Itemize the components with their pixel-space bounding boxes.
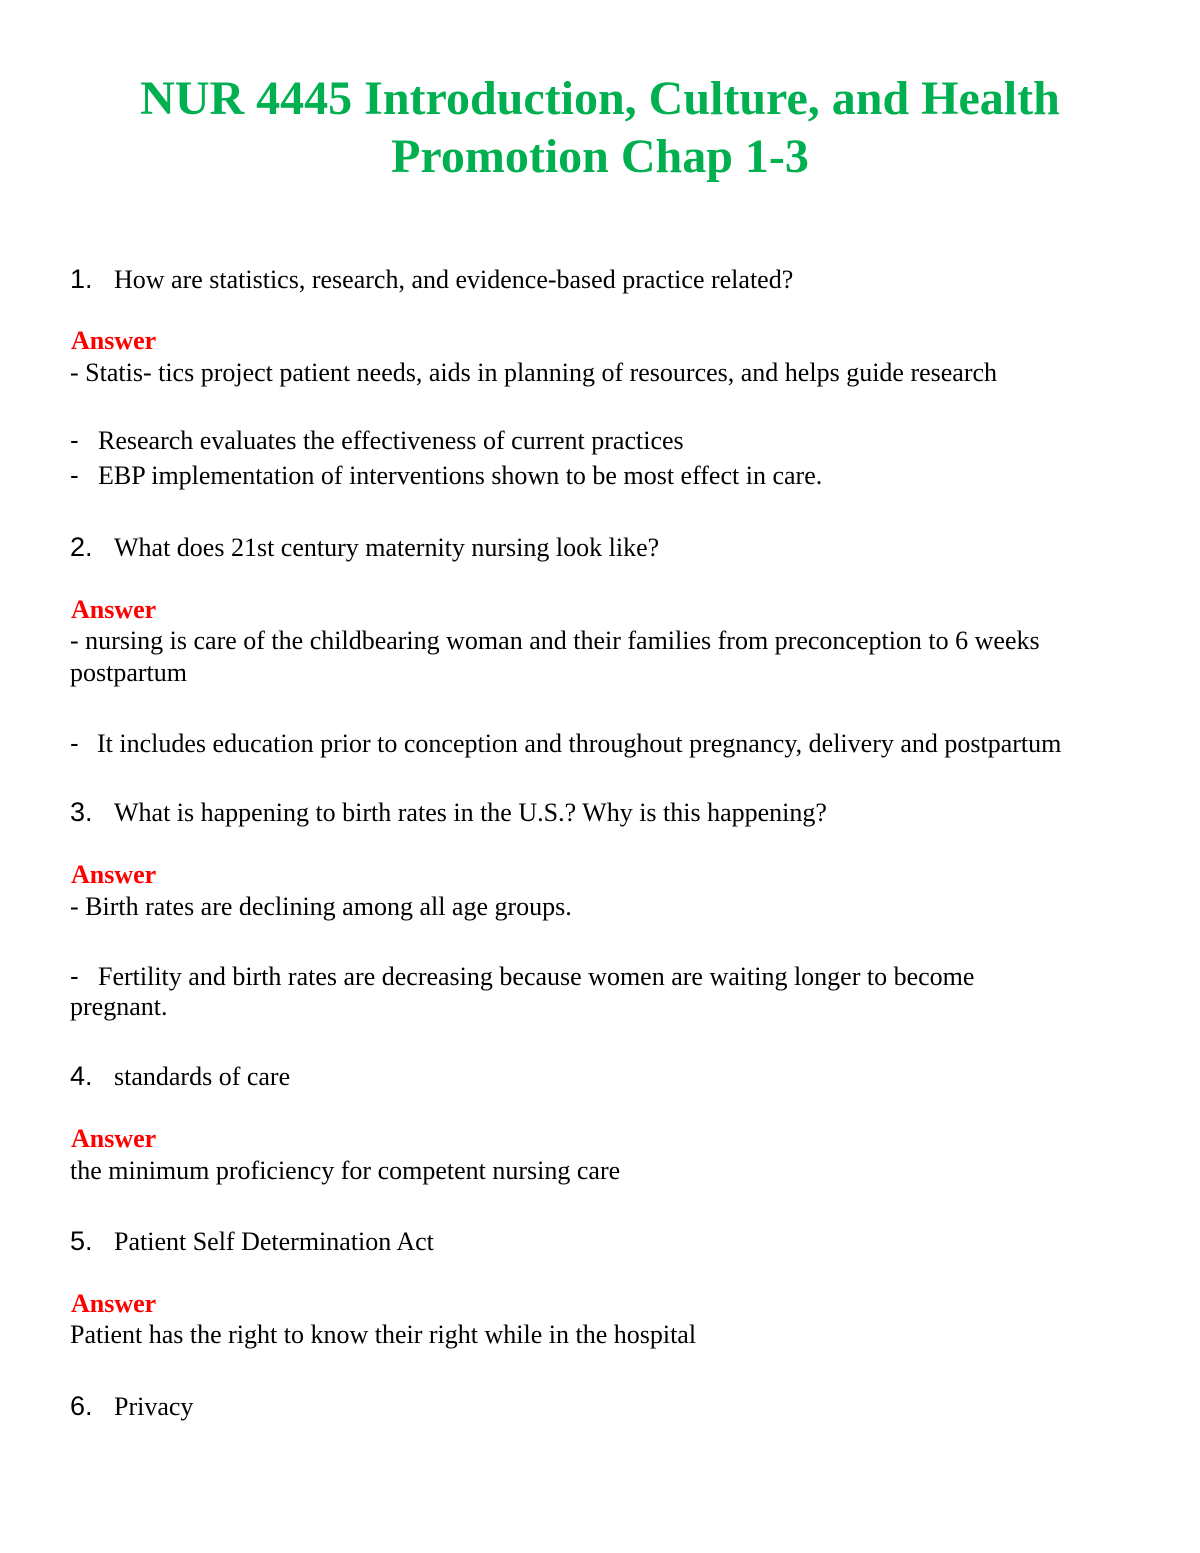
answer-text: - Statis- tics project patient needs, aids in planning of resources, and helps guide research — [70, 358, 998, 387]
answer-bullet: - It includes education prior to conception and throughout pregnancy, delivery and postpartum — [70, 728, 1062, 758]
question-3 — [70, 796, 827, 829]
question-text: Privacy — [114, 1392, 194, 1421]
answer-label: Answer — [71, 860, 157, 889]
title-line-2: Promotion Chap 1-3 — [391, 130, 809, 183]
question-4 — [70, 1060, 290, 1093]
question-number: 2. — [70, 532, 93, 562]
dash-marker: - — [70, 728, 79, 758]
title-line-1: NUR 4445 Introduction, Culture, and Health — [140, 72, 1060, 125]
question-text: What is happening to birth rates in the U.S.? Why is this happening? — [114, 798, 827, 827]
question-text: What does 21st century maternity nursing look like? — [114, 533, 660, 562]
dash-marker: - — [70, 460, 79, 490]
question-6 — [70, 1390, 193, 1423]
question-number: 6. — [70, 1391, 93, 1421]
question-1 — [70, 263, 793, 296]
answer-text: - nursing is care of the childbearing woman and their families from preconception to 6 weeks — [70, 626, 1040, 655]
question-5 — [70, 1225, 434, 1258]
page-title — [60, 70, 1140, 186]
answer-label: Answer — [71, 595, 157, 624]
answer-text-continued: postpartum — [70, 658, 187, 687]
answer-text: - Birth rates are declining among all age groups. — [70, 892, 572, 921]
answer-text: the minimum proficiency for competent nursing care — [70, 1156, 621, 1185]
dash-marker: - — [70, 425, 79, 455]
question-number: 4. — [70, 1061, 93, 1091]
answer-bullet-continued: pregnant. — [70, 992, 168, 1021]
answer-label: Answer — [71, 326, 157, 355]
question-number: 5. — [70, 1226, 93, 1256]
dash-marker: - — [70, 961, 79, 991]
question-text: How are statistics, research, and evidence-based practice related? — [114, 265, 794, 294]
answer-label: Answer — [71, 1289, 157, 1318]
question-text: standards of care — [114, 1062, 291, 1091]
question-number: 1. — [70, 264, 93, 294]
question-text: Patient Self Determination Act — [114, 1227, 434, 1256]
answer-bullet: - Fertility and birth rates are decreasing because women are waiting longer to become — [70, 961, 975, 991]
answer-text: Patient has the right to know their right while in the hospital — [70, 1320, 697, 1349]
answer-bullet: - EBP implementation of interventions shown to be most effect in care. — [70, 460, 823, 490]
answer-bullet: - Research evaluates the effectiveness of current practices — [70, 425, 684, 455]
question-2 — [70, 531, 659, 564]
answer-label: Answer — [71, 1124, 157, 1153]
question-number: 3. — [70, 797, 93, 827]
